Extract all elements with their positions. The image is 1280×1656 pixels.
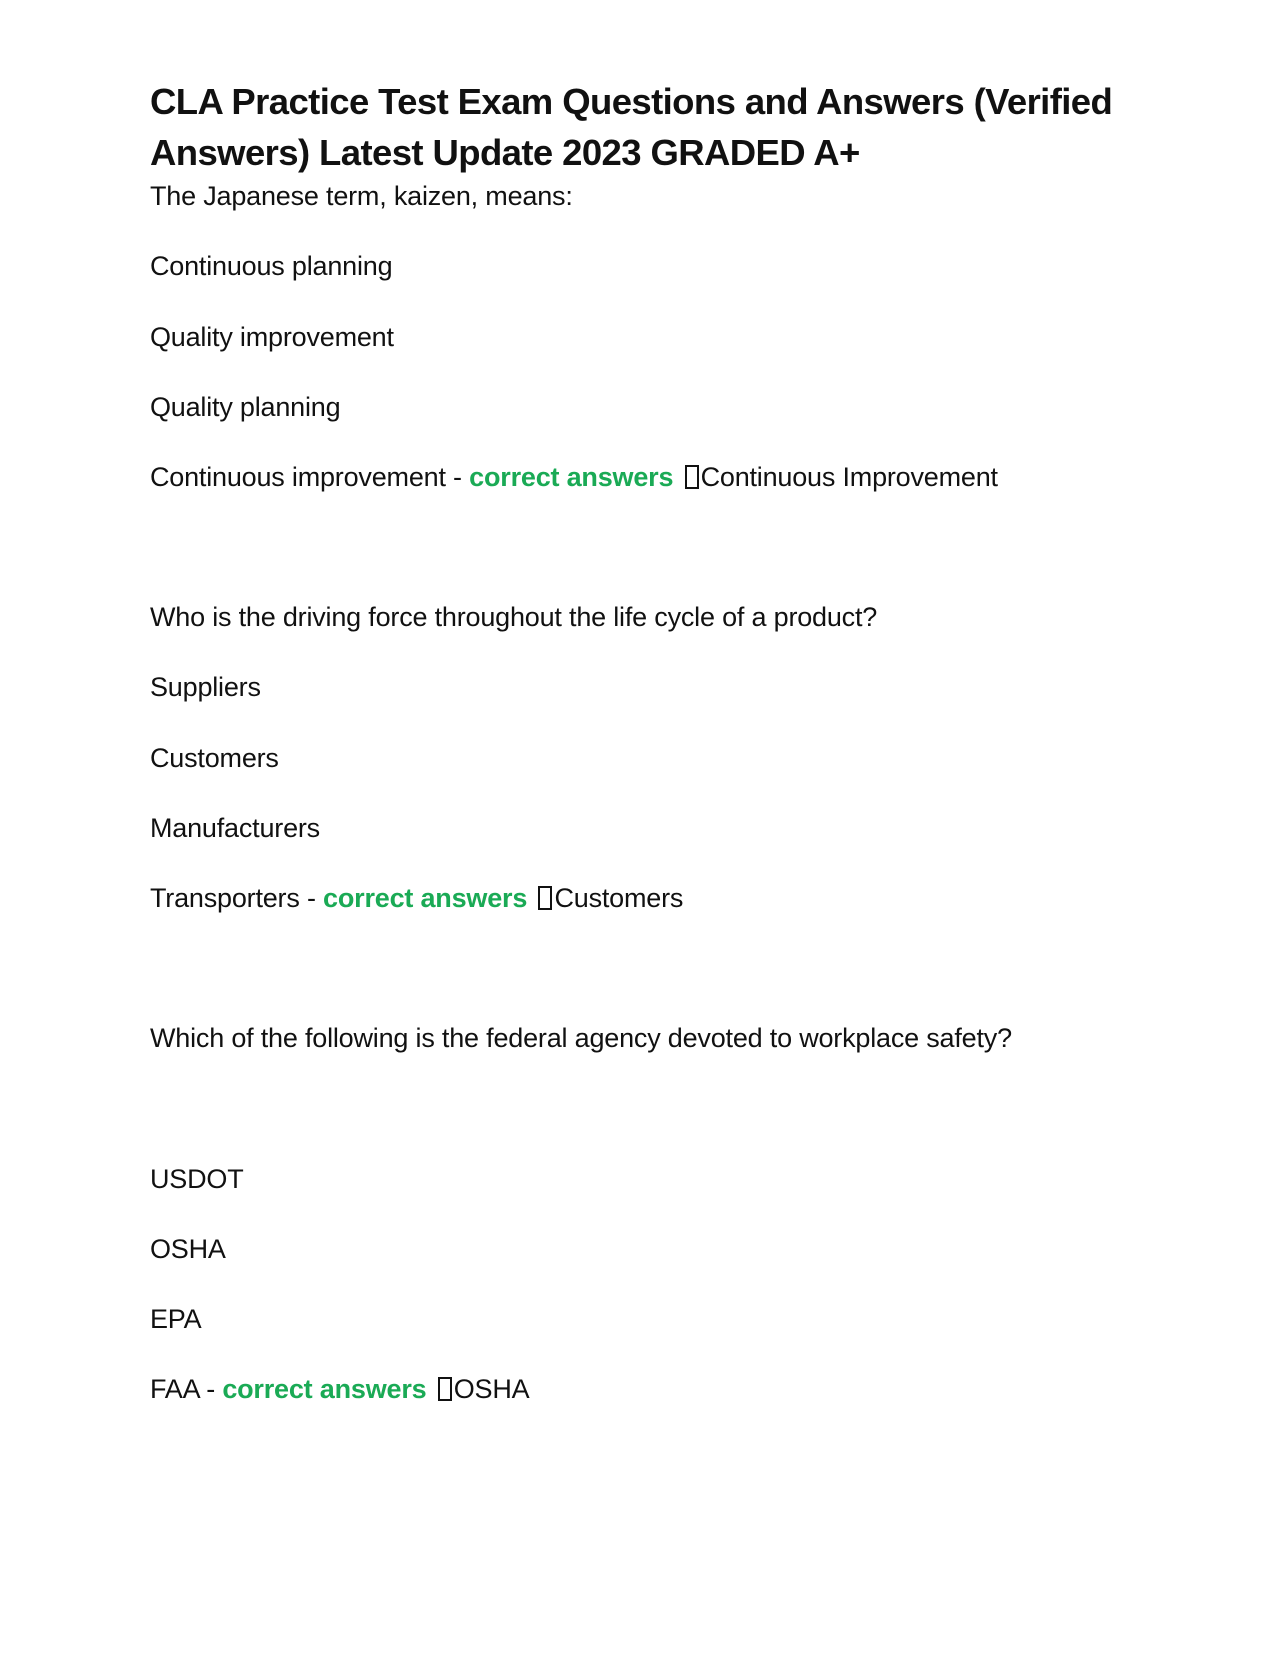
correct-answers-label: correct answers (222, 1374, 434, 1404)
correct-answers-label: correct answers (469, 462, 681, 492)
question-3-answer: OSHA (453, 1374, 530, 1404)
question-3-text: Which of the following is the federal agency devoted to workplace safety? (150, 1023, 1012, 1053)
checkbox-glyph-icon (538, 886, 552, 910)
checkbox-glyph-icon (438, 1377, 452, 1401)
question-1-option-4: Continuous improvement - (150, 462, 470, 492)
question-1-option-3: Quality planning (150, 392, 341, 422)
question-1-option-1: Continuous planning (150, 251, 393, 281)
question-2-option-3: Manufacturers (150, 813, 320, 843)
document-title: CLA Practice Test Exam Questions and Answers (Verified Answers) Latest Update 2023 GRADED A+ (150, 81, 1113, 173)
checkbox-glyph-icon (685, 465, 699, 489)
question-2-option-2: Customers (150, 743, 279, 773)
question-3-option-3: EPA (150, 1304, 202, 1334)
question-1-text: The Japanese term, kaizen, means: (150, 181, 573, 211)
question-3-option-1: USDOT (150, 1164, 244, 1194)
question-3-option-4: FAA - (150, 1374, 223, 1404)
question-2-option-4: Transporters - (150, 883, 324, 913)
question-3-answer-line (150, 1372, 529, 1406)
question-1-answer: Continuous Improvement (700, 462, 998, 492)
question-2-text: Who is the driving force throughout the life cycle of a product? (150, 602, 878, 632)
correct-answers-label: correct answers (323, 883, 535, 913)
question-2-option-1: Suppliers (150, 672, 261, 702)
question-2-answer-line (150, 881, 683, 915)
question-2-answer: Customers (554, 883, 684, 913)
question-1-answer-line (150, 460, 998, 494)
question-1-option-2: Quality improvement (150, 322, 394, 352)
question-3-option-2: OSHA (150, 1234, 226, 1264)
